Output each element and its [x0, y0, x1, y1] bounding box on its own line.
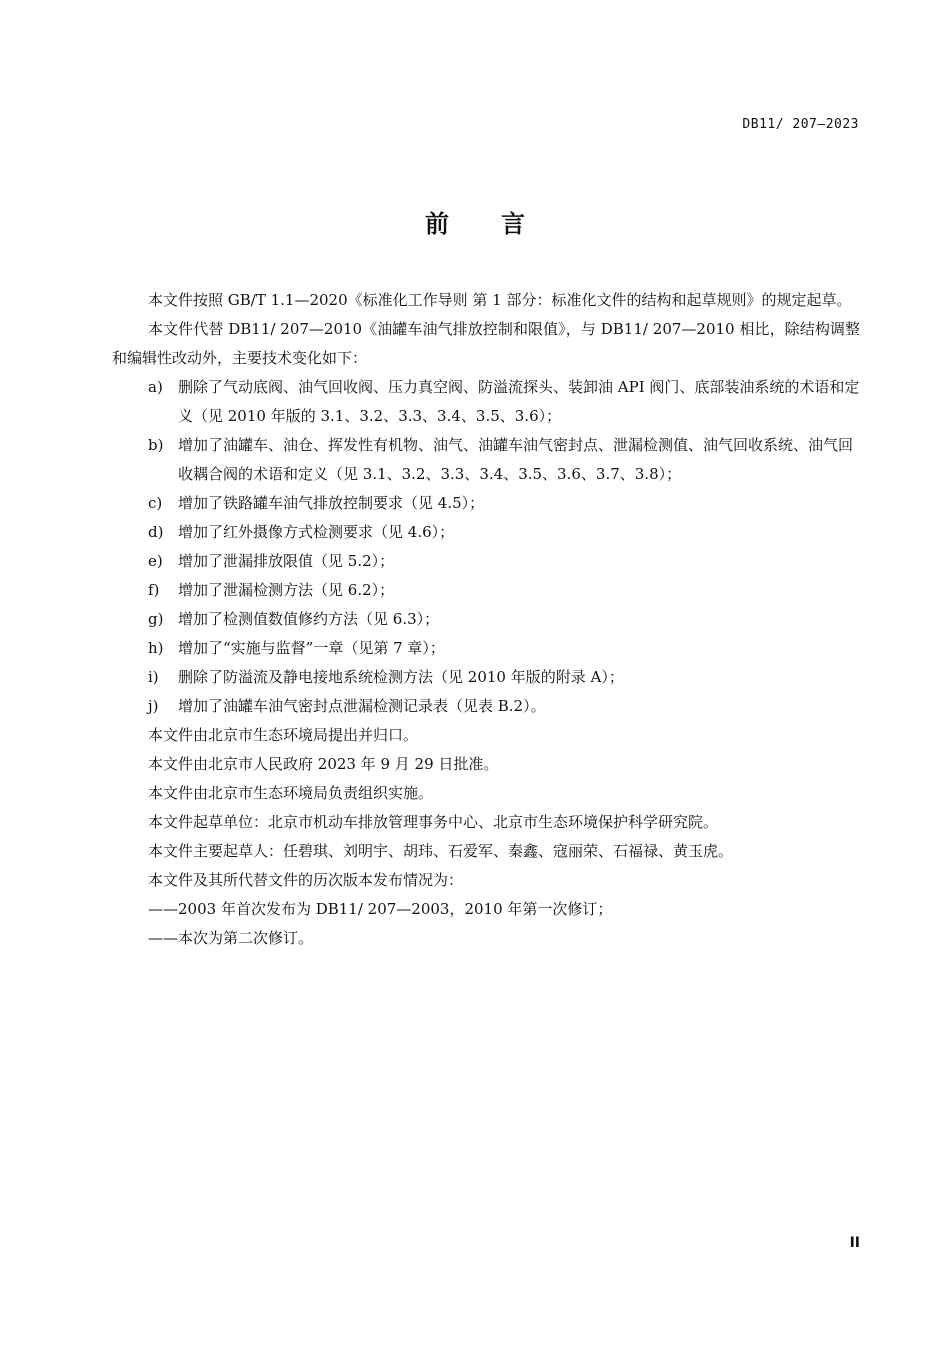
list-marker: g) [148, 610, 164, 628]
replacement-paragraph: 本文件代替 DB11/ 207—2010《油罐车油气排放控制和限值》，与 DB11/ 207—2010 相比，除结构调整和编辑性改动外，主要技术变化如下： [112, 320, 860, 367]
list-marker: h) [148, 639, 164, 657]
list-item [112, 489, 860, 518]
document-code: DB11/ 207—2023 [742, 117, 859, 132]
list-text: 删除了气动底阀、油气回收阀、压力真空阀、防溢流探头、装卸油 API 阀门、底部装油系统的术语和定义（见 2010 年版的 3.1、3.2、3.3、3.4、3.5、3.6）； [178, 378, 860, 425]
list-marker: f) [148, 581, 160, 599]
list-item [112, 692, 860, 721]
document-body [112, 286, 860, 953]
list-marker: d) [148, 523, 164, 541]
implementation-paragraph: 本文件由北京市生态环境局负责组织实施。 [148, 784, 434, 802]
list-text: 增加了检测值数值修约方法（见 6.3）； [178, 610, 440, 628]
list-text: 增加了油罐车、油仓、挥发性有机物、油气、油罐车油气密封点、泄漏检测值、油气回收系统、油气回收耦合阀的术语和定义（见 3.1、3.2、3.3、3.4、3.5、3.6、3.7、3.8）； [178, 436, 854, 483]
list-marker: j) [148, 697, 159, 715]
list-marker: b) [148, 436, 164, 454]
list-text: 增加了泄漏检测方法（见 6.2）； [178, 581, 395, 599]
list-item [112, 431, 860, 489]
drafters-paragraph: 本文件主要起草人：任碧琪、刘明宇、胡玮、石爱军、秦鑫、寇丽荣、石福禄、黄玉虎。 [148, 842, 734, 860]
proposer-paragraph: 本文件由北京市生态环境局提出并归口。 [148, 726, 419, 744]
list-text: 增加了泄漏排放限值（见 5.2）； [178, 552, 395, 570]
history-entry: ——本次为第二次修订。 [148, 929, 314, 947]
list-item [112, 605, 860, 634]
list-text: 增加了油罐车油气密封点泄漏检测记录表（见表 B.2）。 [178, 697, 546, 715]
page-number: II [849, 1235, 860, 1251]
list-marker: c) [148, 494, 163, 512]
list-text: 删除了防溢流及静电接地系统检测方法（见 2010 年版的附录 A）； [178, 668, 624, 686]
list-item [112, 663, 860, 692]
page-title: 前言 [425, 210, 577, 238]
list-marker: i) [148, 668, 159, 686]
approval-paragraph: 本文件由北京市人民政府 2023 年 9 月 29 日批准。 [148, 755, 499, 773]
list-marker: a) [148, 378, 163, 396]
list-text: 增加了红外摄像方式检测要求（见 4.6）； [178, 523, 455, 541]
list-text: 增加了“实施与监督”一章（见第 7 章）； [178, 639, 445, 657]
list-text: 增加了铁路罐车油气排放控制要求（见 4.5）； [178, 494, 485, 512]
history-entry: ——2003 年首次发布为 DB11/ 207—2003，2010 年第一次修订； [148, 900, 613, 918]
drafting-units-paragraph: 本文件起草单位：北京市机动车排放管理事务中心、北京市生态环境保护科学研究院。 [148, 813, 719, 831]
list-item [112, 547, 860, 576]
list-item [112, 576, 860, 605]
list-item [112, 518, 860, 547]
intro-paragraph: 本文件按照 GB/T 1.1—2020《标准化工作导则 第 1 部分：标准化文件的结构和起草规则》的规定起草。 [148, 291, 852, 309]
list-marker: e) [148, 552, 163, 570]
history-intro-paragraph: 本文件及其所代替文件的历次版本发布情况为： [148, 871, 464, 889]
list-item [112, 373, 860, 431]
changes-list [112, 373, 860, 721]
list-item [112, 634, 860, 663]
